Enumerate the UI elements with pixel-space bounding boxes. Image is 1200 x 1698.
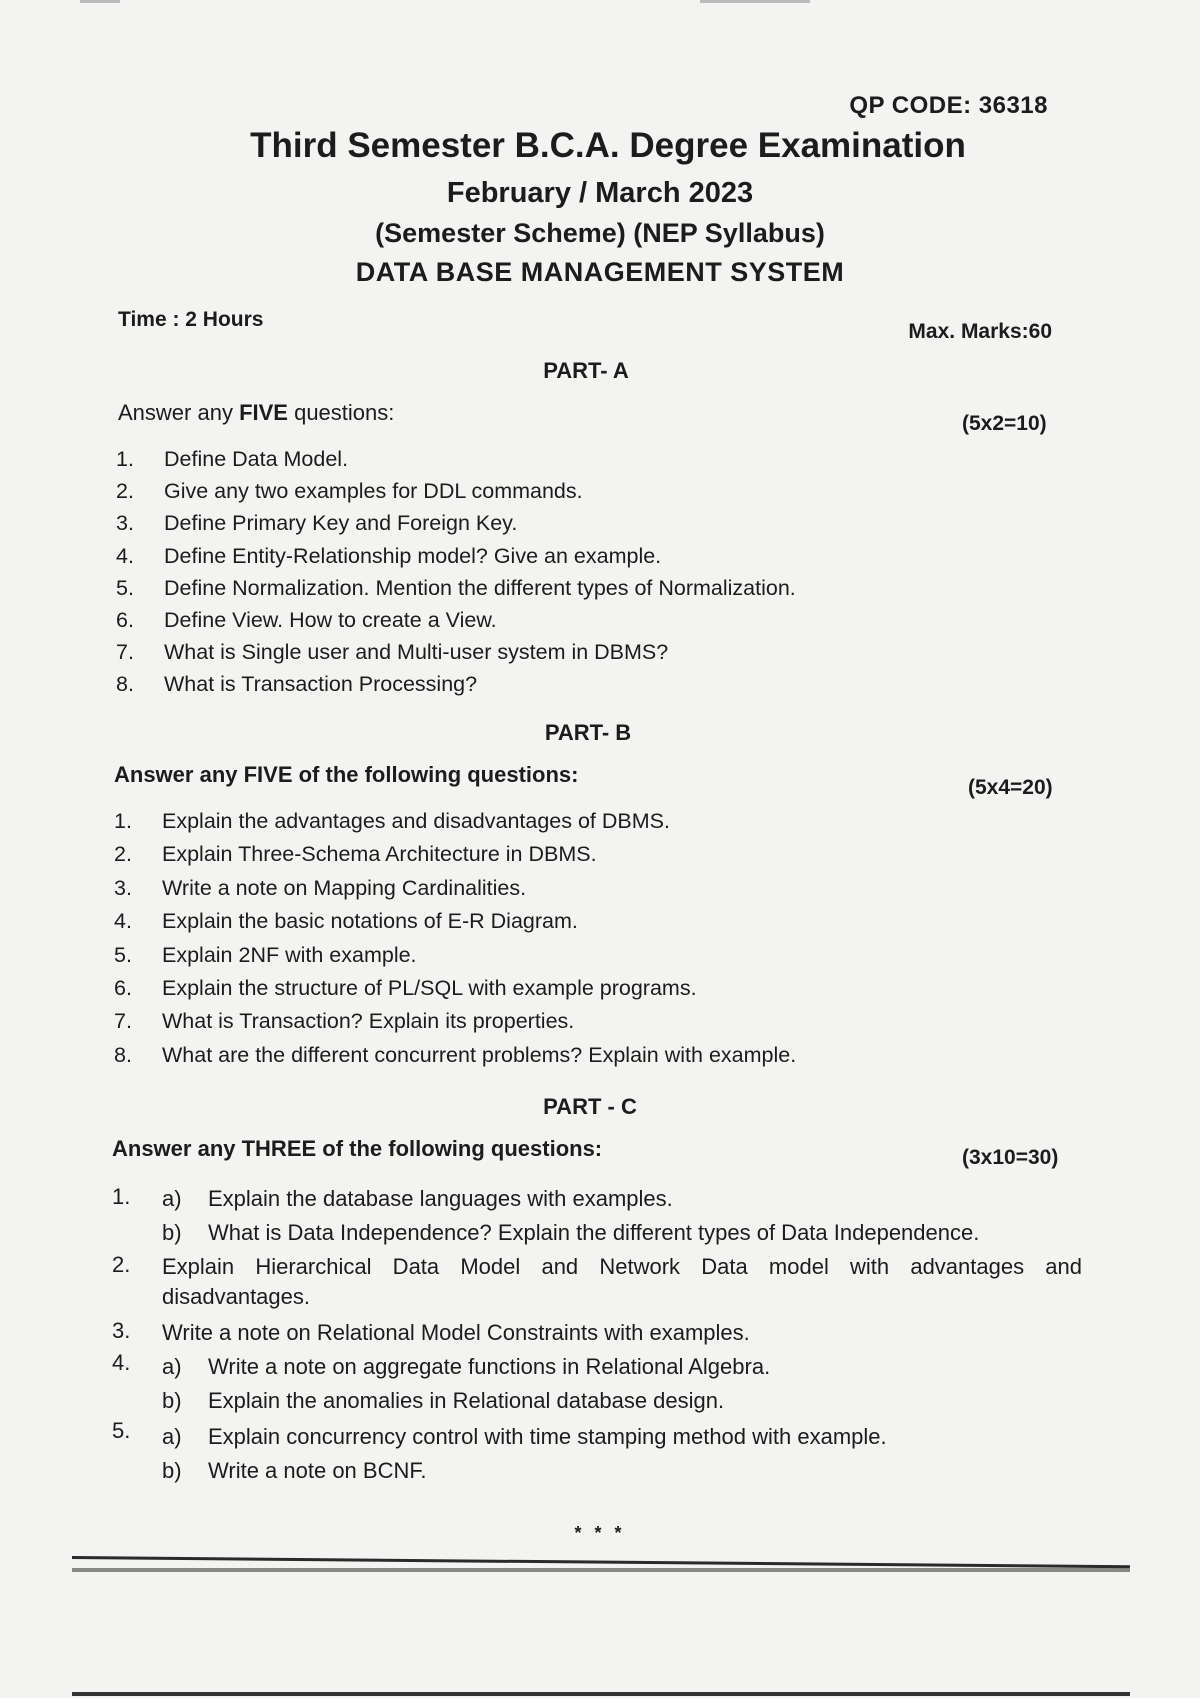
part-a-heading: PART- A bbox=[543, 358, 629, 383]
question-text: Define Normalization. Mention the different types of Normalization. bbox=[164, 575, 796, 600]
part-c-q5a: a) Explain concurrency control with time stamping method with example. bbox=[162, 1424, 887, 1449]
question-number: 8. bbox=[116, 672, 134, 697]
end-stars: * * * bbox=[574, 1523, 626, 1543]
scan-edge-mark bbox=[700, 0, 810, 3]
question-number: 2. bbox=[114, 842, 132, 867]
question-text: Define View. How to create a View. bbox=[164, 608, 497, 632]
part-c-q3: Write a note on Relational Model Constraints with examples. bbox=[162, 1320, 750, 1345]
footer-rule bbox=[72, 1568, 1130, 1572]
max-marks: Max. Marks:60 bbox=[908, 320, 1052, 343]
question-number: 6. bbox=[114, 976, 132, 1000]
question-text: Explain the basic notations of E-R Diagram. bbox=[162, 909, 578, 934]
exam-scheme: (Semester Scheme) (NEP Syllabus) bbox=[375, 218, 825, 248]
question-number: 8. bbox=[114, 1042, 132, 1067]
part-c-instruction: Answer any THREE of the following questions: bbox=[112, 1136, 603, 1161]
question-text: What are the different concurrent problems? Explain with example. bbox=[162, 1042, 797, 1067]
question-text: Define Primary Key and Foreign Key. bbox=[164, 511, 518, 536]
question-text: Explain Three-Schema Architecture in DBMS. bbox=[162, 842, 597, 867]
question-text: Define Data Model. bbox=[164, 447, 349, 471]
part-c-heading: PART - C bbox=[543, 1094, 637, 1119]
part-c-q4b: b) Explain the anomalies in Relational database design. bbox=[162, 1388, 725, 1413]
footer-rule bbox=[72, 1556, 1130, 1568]
question-text: Explain the structure of PL/SQL with example programs. bbox=[162, 976, 697, 1000]
part-b-heading: PART- B bbox=[544, 720, 632, 745]
part-c-q1b: b) What is Data Independence? Explain the different types of Data Independence. bbox=[162, 1220, 980, 1245]
question-text: What is Transaction? Explain its properties. bbox=[162, 1009, 575, 1034]
question-number: 6. bbox=[116, 608, 134, 632]
question-number: 4. bbox=[114, 909, 132, 934]
part-c-q3-num: 3. bbox=[112, 1318, 131, 1343]
question-number: 3. bbox=[114, 875, 132, 900]
part-a-instruction: Answer any FIVE questions: bbox=[118, 400, 395, 425]
part-c-q5-num: 5. bbox=[112, 1418, 131, 1443]
part-c-q5b: b) Write a note on BCNF. bbox=[162, 1458, 427, 1483]
question-text: Give any two examples for DDL commands. bbox=[164, 479, 583, 504]
part-c-q2-line2: disadvantages. bbox=[162, 1284, 310, 1309]
part-b-marks: (5x4=20) bbox=[968, 776, 1053, 799]
question-text: What is Single user and Multi-user system in DBMS? bbox=[164, 640, 669, 665]
question-number: 5. bbox=[116, 575, 134, 600]
exam-subject: DATA BASE MANAGEMENT SYSTEM bbox=[355, 257, 845, 287]
part-b-instruction: Answer any FIVE of the following questions: bbox=[114, 762, 579, 787]
question-text: Explain the advantages and disadvantages of DBMS. bbox=[162, 809, 670, 833]
question-number: 7. bbox=[116, 640, 134, 665]
part-c-q2-line1: Explain Hierarchical Data Model and Network Data model with advantages and bbox=[162, 1254, 1082, 1279]
question-text: Define Entity-Relationship model? Give an example. bbox=[164, 543, 662, 568]
exam-title: Third Semester B.C.A. Degree Examination bbox=[250, 126, 966, 165]
question-number: 7. bbox=[114, 1009, 132, 1034]
exam-time: Time : 2 Hours bbox=[118, 308, 264, 331]
qp-code: QP CODE: 36318 bbox=[849, 92, 1048, 119]
question-text: What is Transaction Processing? bbox=[164, 672, 478, 697]
question-number: 1. bbox=[114, 809, 132, 833]
question-text: Explain 2NF with example. bbox=[162, 942, 417, 967]
question-number: 5. bbox=[114, 942, 132, 967]
part-a-marks: (5x2=10) bbox=[962, 412, 1047, 435]
question-text: Write a note on Mapping Cardinalities. bbox=[162, 875, 527, 900]
part-c-q4-num: 4. bbox=[112, 1350, 131, 1375]
bottom-edge-rule bbox=[72, 1692, 1130, 1696]
question-number: 3. bbox=[116, 511, 134, 536]
part-c-q4a: a) Write a note on aggregate functions in Relational Algebra. bbox=[162, 1354, 771, 1379]
scan-edge-mark bbox=[80, 0, 120, 3]
part-c-q2-num: 2. bbox=[112, 1252, 131, 1277]
part-c-q1a: a) Explain the database languages with examples. bbox=[162, 1186, 673, 1211]
part-c-marks: (3x10=30) bbox=[962, 1146, 1059, 1169]
question-number: 1. bbox=[116, 447, 134, 471]
question-number: 2. bbox=[116, 479, 134, 504]
exam-session: February / March 2023 bbox=[446, 177, 754, 209]
part-c-q1-num: 1. bbox=[112, 1184, 131, 1209]
question-number: 4. bbox=[116, 543, 134, 568]
